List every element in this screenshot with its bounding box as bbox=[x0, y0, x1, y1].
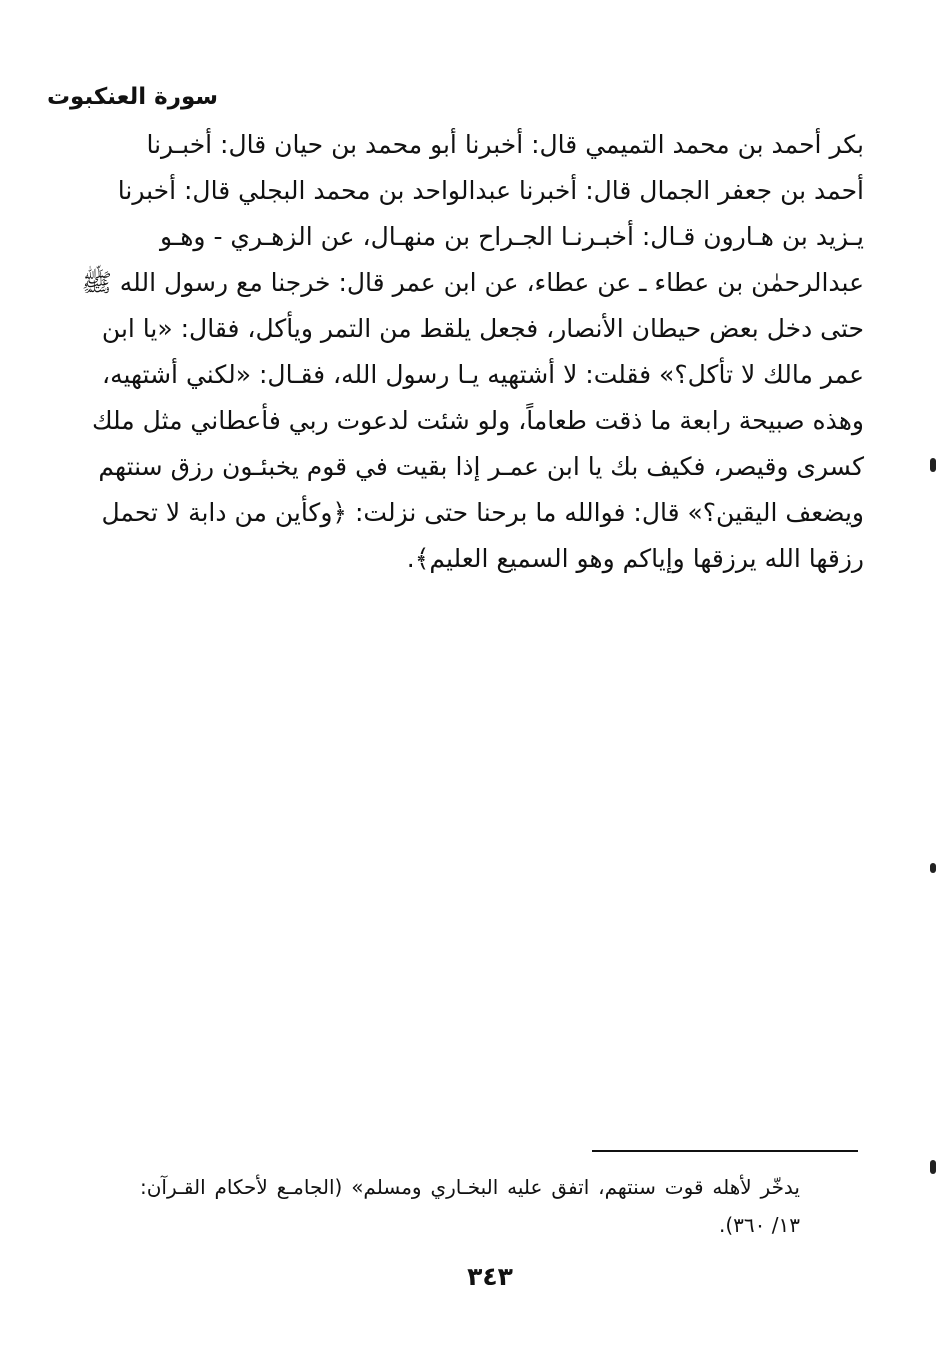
scan-edge-mark bbox=[930, 458, 936, 472]
main-text bbox=[81, 122, 864, 582]
text-line: رزقها الله يرزقها وإياكم وهو السميع العليم﴾. bbox=[406, 544, 864, 573]
text-line: يـزيد بن هـارون قـال: أخبـرنـا الجـراح بن منهـال، عن الزهـري - وهـو bbox=[160, 222, 864, 251]
text-line: عبدالرحمٰن بن عطاء ـ عن عطاء، عن ابن عمر قال: خرجنا مع رسول الله ﷺ bbox=[81, 268, 864, 297]
page-number: ٣٤٣ bbox=[467, 1262, 513, 1291]
footnote-divider bbox=[592, 1150, 858, 1152]
text-line: كسرى وقيصر، فكيف بك يا ابن عمـر إذا بقيت في قوم يخبئـون رزق سنتهم bbox=[98, 452, 864, 481]
footnote-line: يدخّر لأهله قوت سنتهم، اتفق عليه البخـاري ومسلم» (الجامـع لأحكام القـرآن: bbox=[140, 1175, 800, 1199]
text-line: حتى دخل بعض حيطان الأنصار، فجعل يلقط من التمر ويأكل، فقال: «يا ابن bbox=[101, 314, 864, 343]
text-line: عمر مالك لا تأكل؟» فقلت: لا أشتهيه يـا رسول الله، فقـال: «لكني أشتهيه، bbox=[102, 360, 864, 389]
running-title: سورة العنكبوت bbox=[46, 84, 218, 110]
scan-edge-mark bbox=[930, 863, 936, 873]
text-line: وهذه صبيحة رابعة ما ذقت طعاماً، ولو شئت لدعوت ربي فأعطاني مثل ملك bbox=[91, 406, 864, 435]
text-line: بكر أحمد بن محمد التميمي قال: أخبرنا أبو محمد بن حيان قال: أخبـرنا bbox=[146, 130, 864, 159]
footnote bbox=[140, 1168, 800, 1244]
scan-edge-mark bbox=[930, 1160, 936, 1174]
text-line: أحمد بن جعفر الجمال قال: أخبرنا عبدالواحد بن محمد البجلي قال: أخبرنا bbox=[117, 176, 864, 205]
text-line: ويضعف اليقين؟» قال: فوالله ما برحنا حتى نزلت: ﴿وكأين من دابة لا تحمل bbox=[101, 498, 864, 527]
footnote-line: ١٣/ ٣٦٠). bbox=[719, 1213, 800, 1237]
